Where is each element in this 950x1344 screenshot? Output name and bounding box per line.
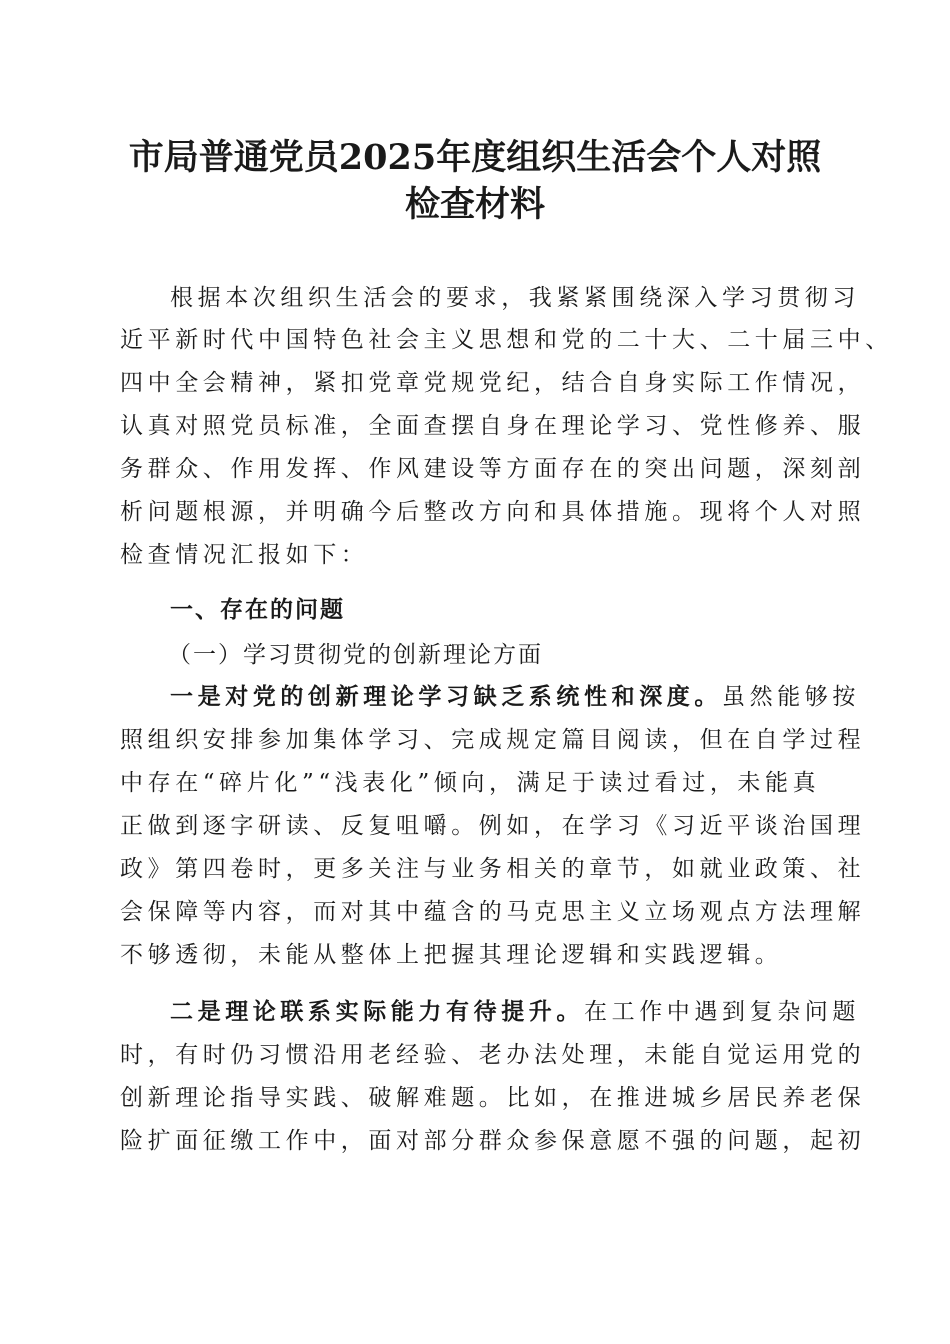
document-title-line-1: 市局普通党员2025年度组织生活会个人对照: [128, 137, 822, 178]
paragraph-line: 正做到逐字研读、反复咀嚼。例如，在学习《习近平谈治国理: [120, 813, 866, 839]
paragraph-line: 中存在“碎片化”“浅表化”倾向，满足于读过看过，未能真: [120, 770, 821, 796]
paragraph-line: 不够透彻，未能从整体上把握其理论逻辑和实践逻辑。: [120, 942, 783, 968]
paragraph-line: [170, 677, 890, 717]
intro-line: 认真对照党员标准，全面查摆自身在理论学习、党性修养、服: [120, 413, 866, 439]
paragraph-line: 险扩面征缴工作中，面对部分群众参保意愿不强的问题，起初: [120, 1128, 866, 1154]
point-1-text: 虽然能够按: [722, 684, 860, 710]
point-2-text: 在工作中遇到复杂问题: [584, 999, 860, 1025]
intro-line: 析问题根源，并明确今后整改方向和具体措施。现将个人对照: [120, 499, 866, 525]
paragraph-line: 政》第四卷时，更多关注与业务相关的章节，如就业政策、社: [120, 856, 866, 882]
paragraph-line: 创新理论指导实践、破解难题。比如，在推进城乡居民养老保: [120, 1085, 866, 1111]
document-title-line-2: 检查材料: [404, 184, 545, 225]
section-heading-problems: 一、存在的问题: [170, 597, 345, 623]
paragraph-line: 照组织安排参加集体学习、完成规定篇目阅读，但在自学过程: [120, 727, 866, 753]
paragraph-line: 时，有时仍习惯沿用老经验、老办法处理，未能自觉运用党的: [120, 1042, 866, 1068]
paragraph-line: [170, 992, 890, 1032]
intro-line: 近平新时代中国特色社会主义思想和党的二十大、二十届三中、: [120, 327, 893, 353]
paragraph-line: 会保障等内容，而对其中蕴含的马克思主义立场观点方法理解: [120, 899, 866, 925]
subsection-heading-theory: （一）学习贯彻党的创新理论方面: [168, 642, 543, 668]
point-2-lead: 二是理论联系实际能力有待提升。: [170, 999, 584, 1025]
intro-line: 务群众、作用发挥、作风建设等方面存在的突出问题，深刻剖: [120, 456, 866, 482]
intro-line: 检查情况汇报如下：: [120, 542, 369, 568]
intro-line: 根据本次组织生活会的要求，我紧紧围绕深入学习贯彻习: [170, 285, 860, 311]
point-1-lead: 一是对党的创新理论学习缺乏系统性和深度。: [170, 684, 722, 710]
intro-line: 四中全会精神，紧扣党章党规党纪，结合自身实际工作情况，: [120, 370, 866, 396]
